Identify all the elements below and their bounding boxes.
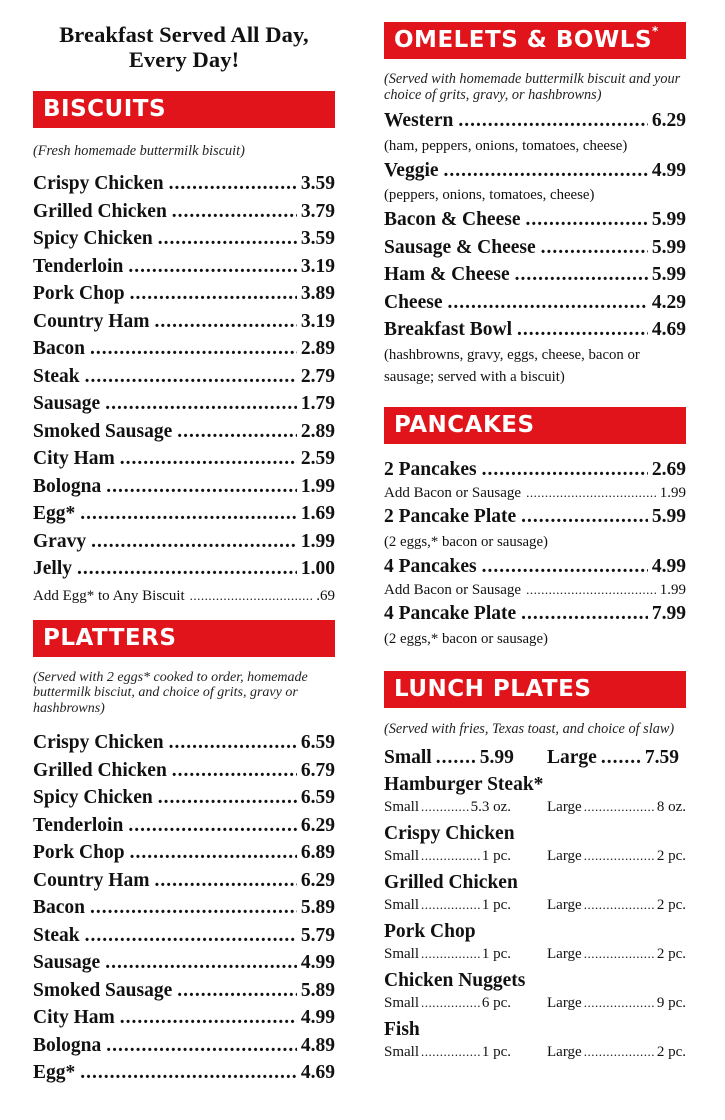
small-portion (384, 797, 535, 821)
menu-item (33, 894, 335, 922)
menu-item (33, 1032, 335, 1060)
item-name: 4 Pancakes (384, 555, 477, 577)
item-price: 1.69 (300, 503, 335, 524)
large-amount: 2 pc. (656, 1043, 686, 1060)
leader-dots (172, 198, 297, 226)
leader-dots (458, 107, 648, 135)
item-name: Sausage & Cheese (384, 236, 536, 258)
menu-item (33, 253, 335, 281)
item-price: 3.59 (300, 173, 335, 194)
item-name: Grilled Chicken (33, 200, 167, 222)
menu-item (33, 335, 335, 363)
item-name: Ham & Cheese (384, 264, 510, 285)
item-price: 3.59 (300, 228, 335, 249)
item-description: (hashbrowns, gravy, eggs, cheese, bacon or sausage; served with a biscuit) (384, 346, 640, 385)
item-name: Country Ham (33, 310, 150, 332)
item-name: Cheese (384, 291, 443, 313)
large-price: 7.59 (644, 746, 679, 768)
item-price: 6.29 (300, 814, 335, 836)
addon-price: 1.99 (659, 485, 686, 501)
item-price: 6.29 (300, 869, 335, 891)
item-price: 6.59 (300, 787, 335, 808)
large-label: Large (547, 847, 582, 864)
menu-item (33, 812, 335, 840)
menu-item (33, 867, 335, 895)
leader-dots (90, 335, 297, 363)
lunch-item-name: Fish (384, 1018, 420, 1040)
menu-item (33, 1059, 335, 1087)
leader-dots (130, 280, 297, 308)
item-price: 1.79 (300, 393, 335, 414)
leader-dots (105, 390, 297, 418)
pancakes-list (384, 456, 686, 650)
menu-item (33, 363, 335, 391)
leader-dots (177, 418, 297, 446)
leader-dots (106, 473, 297, 501)
item-price: 2.69 (651, 458, 686, 480)
leader-dots (515, 261, 648, 289)
lunch-item-name: Pork Chop (384, 920, 476, 942)
menu-item (33, 308, 335, 336)
small-portion (384, 993, 535, 1017)
lunch-item-portions (384, 1042, 686, 1066)
item-name: Veggie (384, 159, 439, 181)
item-price: 3.79 (300, 200, 335, 222)
leader-dots (154, 867, 296, 895)
lunch-item-portions (384, 846, 686, 870)
large-portion (535, 944, 686, 968)
omelets-list (384, 107, 686, 388)
lunch-item-name: Grilled Chicken (384, 871, 518, 893)
item-name: Breakfast Bowl (384, 319, 513, 340)
leader-dots (584, 1042, 655, 1061)
leader-dots (482, 456, 648, 484)
leader-dots (541, 234, 648, 262)
biscuit-addon (33, 586, 335, 606)
leader-dots (80, 1059, 297, 1087)
addon-name: Add Bacon or Sausage (384, 582, 522, 598)
leader-dots (421, 797, 469, 816)
item-price: 4.99 (651, 555, 686, 577)
item-name: Country Ham (33, 869, 150, 891)
small-label: Small (384, 1043, 420, 1060)
leader-dots (584, 895, 655, 914)
omelets-title-mark: * (652, 24, 659, 38)
item-name: Crispy Chicken (33, 732, 164, 753)
small-label: Small (384, 945, 420, 962)
leader-dots (421, 846, 480, 865)
item-price: 5.99 (651, 209, 686, 230)
item-name: Bologna (33, 475, 102, 497)
menu-item (33, 839, 335, 867)
leader-dots (80, 500, 297, 528)
platters-list (33, 729, 335, 1087)
addon-name: Add Bacon or Sausage (384, 485, 522, 501)
item-price: 1.99 (300, 530, 335, 552)
item-name: Sausage (33, 393, 101, 414)
menu-item (33, 784, 335, 812)
menu-item (33, 500, 335, 528)
item-price: 6.59 (300, 732, 335, 753)
small-label: Small (384, 896, 420, 913)
item-price: 5.89 (300, 979, 335, 1001)
leader-dots (421, 895, 480, 914)
item-name: Egg* (33, 1062, 76, 1083)
leader-dots (128, 812, 297, 840)
item-name: Bologna (33, 1034, 102, 1056)
menu-item (33, 528, 335, 556)
lunch-item-portions (384, 895, 686, 919)
addon-price: .69 (316, 587, 335, 604)
leader-dots (526, 580, 657, 599)
item-price: 5.99 (651, 506, 686, 527)
large-portion (535, 1042, 686, 1066)
item-description: (2 eggs,* bacon or sausage) (384, 630, 548, 647)
lunch-size-prices (384, 744, 686, 772)
leader-dots (154, 308, 296, 336)
headline-line-1: Breakfast Served All Day, (59, 22, 309, 47)
small-portion (384, 1042, 535, 1066)
menu-item (384, 456, 686, 484)
leader-dots (85, 363, 297, 391)
item-name: 2 Pancake Plate (384, 506, 517, 527)
leader-dots (169, 729, 297, 757)
item-price: 2.59 (300, 448, 335, 469)
leader-dots (158, 225, 297, 253)
leader-dots (447, 289, 647, 317)
large-amount: 2 pc. (656, 945, 686, 962)
leader-dots (436, 744, 476, 772)
item-price: 3.89 (300, 283, 335, 304)
item-price: 4.69 (651, 319, 686, 340)
menu-item (33, 729, 335, 757)
item-name: Grilled Chicken (33, 759, 167, 781)
item-price: 7.99 (651, 603, 686, 624)
item-name: Western (384, 110, 454, 131)
addon-row (384, 483, 686, 503)
lunch-title: LUNCH PLATES (394, 675, 592, 702)
item-price: 5.79 (300, 924, 335, 946)
large-label: Large (547, 746, 597, 768)
omelets-title: OMELETS & BOWLS (394, 27, 653, 53)
menu-item (384, 289, 686, 317)
leader-dots (190, 586, 314, 605)
right-column (384, 0, 686, 1066)
leader-dots (120, 445, 297, 473)
leader-dots (128, 253, 297, 281)
small-label: Small (384, 746, 432, 768)
large-amount: 2 pc. (656, 847, 686, 864)
menu-item (33, 170, 335, 198)
biscuits-banner (33, 91, 335, 128)
menu-item (33, 949, 335, 977)
item-price: 4.69 (300, 1062, 335, 1083)
item-name: 2 Pancakes (384, 458, 477, 480)
item-price: 5.99 (651, 236, 686, 258)
menu-item (33, 977, 335, 1005)
leader-dots (77, 555, 297, 583)
large-label: Large (547, 798, 582, 815)
lunch-item-portions (384, 993, 686, 1017)
menu-item (33, 390, 335, 418)
addon-row (384, 580, 686, 600)
menu-item (33, 555, 335, 583)
leader-dots (172, 757, 297, 785)
menu-item (33, 922, 335, 950)
leader-dots (444, 157, 648, 185)
platters-note: (Served with 2 eggs* cooked to order, homemade buttermilk bisciut, and choice of grits, gravy or hashbrowns) (33, 669, 308, 716)
leader-dots (90, 894, 297, 922)
small-portion (384, 944, 535, 968)
lunch-item-name: Hamburger Steak* (384, 773, 544, 795)
large-portion (535, 895, 686, 919)
menu-item (384, 600, 686, 628)
menu-item (384, 316, 686, 344)
large-amount: 2 pc. (656, 896, 686, 913)
item-name: Sausage (33, 952, 101, 973)
biscuits-note: (Fresh homemade buttermilk biscuit) (33, 143, 245, 159)
menu-item (33, 280, 335, 308)
item-name: City Ham (33, 448, 115, 469)
item-name: City Ham (33, 1007, 115, 1028)
item-description: (ham, peppers, onions, tomatoes, cheese) (384, 137, 628, 154)
leader-dots (521, 503, 648, 531)
biscuits-title: BISCUITS (43, 96, 167, 122)
item-name: Tenderloin (33, 814, 124, 836)
item-name: Egg* (33, 503, 76, 524)
item-price: 4.89 (300, 1034, 335, 1056)
leader-dots (158, 784, 297, 812)
item-price: 5.99 (651, 264, 686, 285)
omelets-note: (Served with homemade buttermilk biscuit and your choice of grits, gravy, or hashbrowns) (384, 71, 681, 103)
item-price: 6.89 (300, 842, 335, 863)
menu-item (384, 553, 686, 581)
small-amount: 1 pc. (481, 896, 511, 913)
leader-dots (584, 846, 655, 865)
item-name: Bacon (33, 897, 86, 918)
large-label: Large (547, 896, 582, 913)
leader-dots (517, 316, 648, 344)
large-label: Large (547, 994, 582, 1011)
lunch-banner (384, 671, 686, 708)
small-price: 5.99 (479, 746, 514, 768)
lunch-list (384, 772, 686, 1066)
menu-item (33, 445, 335, 473)
item-name: Steak (33, 365, 80, 387)
leader-dots (130, 839, 297, 867)
lunch-small-price (384, 744, 535, 772)
item-price: 4.99 (651, 159, 686, 181)
leader-dots (521, 600, 648, 628)
biscuits-list (33, 170, 335, 583)
leader-dots (421, 944, 480, 963)
menu-item (33, 418, 335, 446)
leader-dots (526, 483, 657, 502)
addon-name: Add Egg* to Any Biscuit (33, 587, 185, 604)
leader-dots (584, 797, 655, 816)
addon-price: 1.99 (659, 582, 686, 598)
small-label: Small (384, 994, 420, 1011)
lunch-item-portions (384, 944, 686, 968)
large-label: Large (547, 945, 582, 962)
large-portion (535, 846, 686, 870)
leader-dots (584, 993, 655, 1012)
omelets-banner (384, 22, 686, 59)
item-name: Smoked Sausage (33, 979, 173, 1001)
item-price: 2.89 (300, 420, 335, 442)
item-price: 3.19 (300, 310, 335, 332)
menu-item (384, 261, 686, 289)
lunch-item-portions (384, 797, 686, 821)
menu-item (384, 503, 686, 531)
headline-line-2: Every Day! (128, 47, 240, 72)
small-label: Small (384, 798, 420, 815)
item-description: (peppers, onions, tomatoes, cheese) (384, 187, 595, 203)
small-label: Small (384, 847, 420, 864)
item-name: Steak (33, 924, 80, 946)
menu-item (384, 107, 686, 135)
large-amount: 8 oz. (656, 798, 686, 815)
item-price: 2.89 (300, 338, 335, 359)
item-price: 3.19 (300, 255, 335, 277)
large-portion (535, 797, 686, 821)
item-name: Spicy Chicken (33, 787, 153, 808)
leader-dots (91, 528, 297, 556)
small-portion (384, 895, 535, 919)
item-name: Crispy Chicken (33, 173, 164, 194)
item-price: 5.89 (300, 897, 335, 918)
item-price: 2.79 (300, 365, 335, 387)
leader-dots (169, 170, 297, 198)
item-price: 1.99 (300, 475, 335, 497)
left-column (33, 0, 335, 1087)
pancakes-banner (384, 407, 686, 444)
small-amount: 1 pc. (481, 1043, 511, 1060)
leader-dots (421, 993, 480, 1012)
leader-dots (584, 944, 655, 963)
item-price: 6.79 (300, 759, 335, 781)
lunch-large-price (535, 744, 686, 772)
leader-dots (601, 744, 641, 772)
item-name: Pork Chop (33, 283, 125, 304)
large-portion (535, 993, 686, 1017)
item-price: 4.99 (300, 1007, 335, 1028)
menu-item (33, 225, 335, 253)
small-amount: 1 pc. (481, 945, 511, 962)
item-name: Bacon (33, 338, 86, 359)
lunch-note: (Served with fries, Texas toast, and choice of slaw) (384, 720, 675, 737)
platters-title: PLATTERS (43, 624, 177, 651)
leader-dots (525, 206, 647, 234)
item-price: 6.29 (651, 110, 686, 131)
lunch-item-name: Chicken Nuggets (384, 969, 526, 991)
item-name: Smoked Sausage (33, 420, 173, 442)
item-price: 4.29 (651, 291, 686, 313)
page-headline (33, 22, 335, 72)
item-name: Spicy Chicken (33, 228, 153, 249)
small-amount: 5.3 oz. (470, 798, 511, 815)
leader-dots (482, 553, 648, 581)
lunch-item-name: Crispy Chicken (384, 822, 515, 844)
item-name: Jelly (33, 558, 72, 579)
leader-dots (85, 922, 297, 950)
menu-item (384, 234, 686, 262)
item-name: Gravy (33, 530, 87, 552)
item-name: Bacon & Cheese (384, 209, 521, 230)
leader-dots (177, 977, 297, 1005)
small-amount: 1 pc. (481, 847, 511, 864)
leader-dots (421, 1042, 480, 1061)
leader-dots (106, 1032, 297, 1060)
leader-dots (105, 949, 297, 977)
item-price: 4.99 (300, 952, 335, 973)
item-name: 4 Pancake Plate (384, 603, 517, 624)
item-price: 1.00 (300, 558, 335, 579)
item-name: Pork Chop (33, 842, 125, 863)
pancakes-title: PANCAKES (394, 411, 535, 438)
item-name: Tenderloin (33, 255, 124, 277)
leader-dots (120, 1004, 297, 1032)
menu-item (33, 757, 335, 785)
menu-item (33, 473, 335, 501)
menu-item (384, 206, 686, 234)
item-description: (2 eggs,* bacon or sausage) (384, 533, 548, 550)
large-amount: 9 pc. (656, 994, 686, 1011)
small-portion (384, 846, 535, 870)
menu-item (33, 1004, 335, 1032)
platters-banner (33, 620, 335, 657)
menu-item (384, 157, 686, 185)
menu-item (33, 198, 335, 226)
small-amount: 6 pc. (481, 994, 511, 1011)
large-label: Large (547, 1043, 582, 1060)
